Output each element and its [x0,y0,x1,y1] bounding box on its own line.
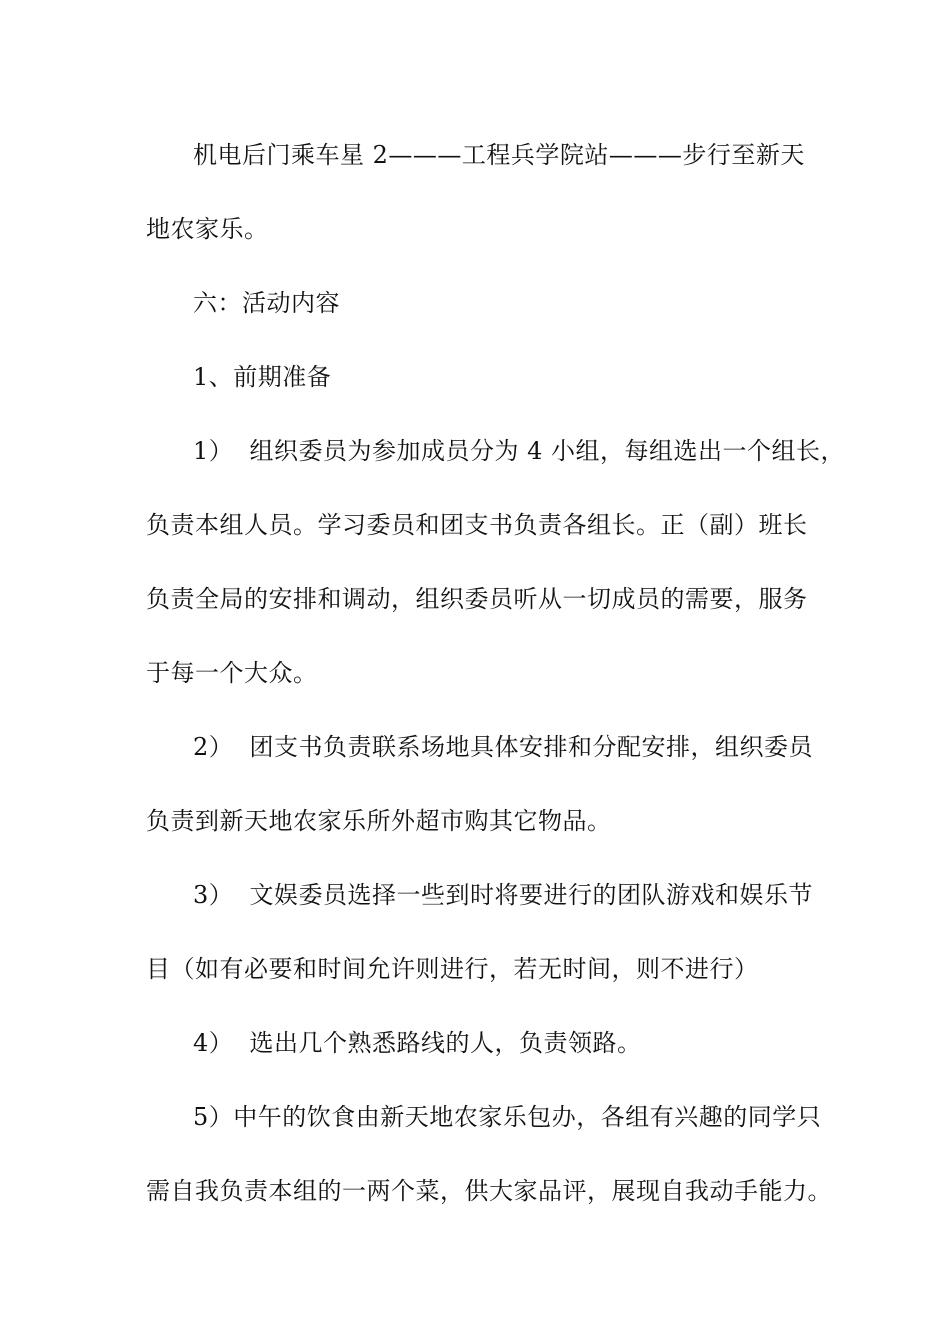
item-2-line-2: 负责到新天地农家乐所外超市购其它物品。 [146,807,612,835]
item-1-line-4: 于每一个大众。 [146,659,318,687]
item-5-line-2: 需自我负责本组的一两个菜，供大家品评，展现自我动手能力。 [146,1177,832,1205]
paragraph-route-line-1: 机电后门乘车星 2———工程兵学院站———步行至新天 [193,141,805,169]
paragraph-route-line-2: 地农家乐。 [146,215,269,243]
section-heading-activity: 六：活动内容 [193,289,340,317]
item-1-line-3: 负责全局的安排和调动，组织委员听从一切成员的需要，服务 [146,585,808,613]
item-3-line-2: 目（如有必要和时间允许则进行，若无时间，则不进行） [146,955,759,983]
item-3-line-1: 3） 文娱委员选择一些到时将要进行的团队游戏和娱乐节 [193,881,814,909]
item-4-line-1: 4） 选出几个熟悉路线的人，负责领路。 [193,1029,642,1057]
item-1-line-2: 负责本组人员。学习委员和团支书负责各组长。正（副）班长 [146,511,808,539]
item-2-line-1: 2） 团支书负责联系场地具体安排和分配安排，组织委员 [193,733,814,761]
item-5-line-1: 5）中午的饮食由新天地农家乐包办，各组有兴趣的同学只 [193,1103,822,1131]
item-1-line-1: 1） 组织委员为参加成员分为 4 小组，每组选出一个组长， [193,437,846,465]
subsection-heading-preparation: 1、前期准备 [193,363,332,391]
